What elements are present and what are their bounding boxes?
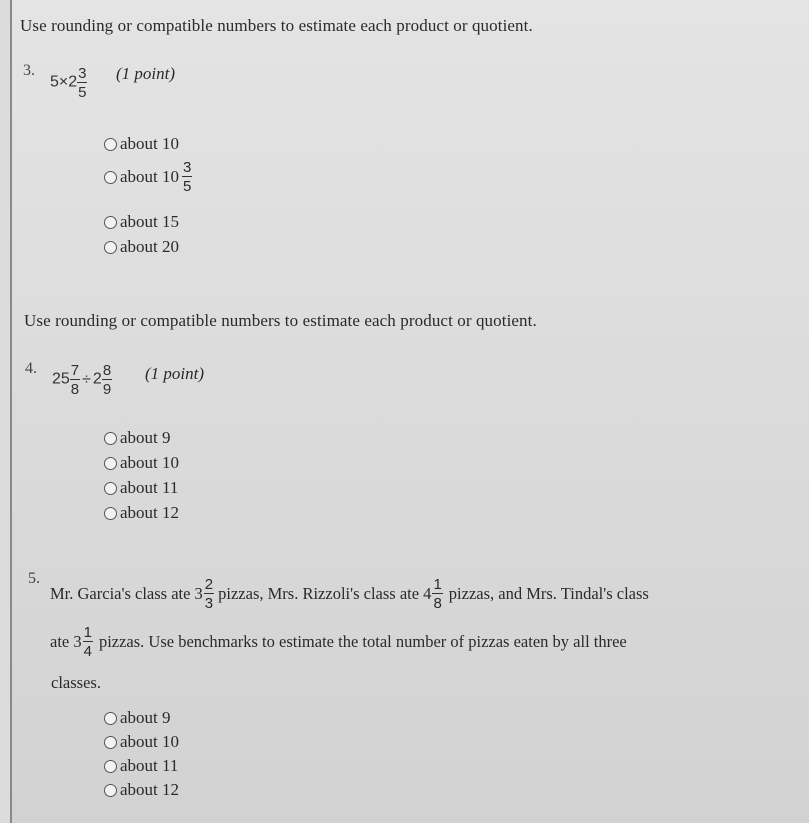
q4-expression: 25 $\frac{7}{8}$ ÷ 2 $\frac{8}{9}$ [52, 362, 112, 398]
radio-button[interactable] [104, 507, 117, 520]
q5-fraction-3: $\frac{1}{4}$ [83, 624, 92, 660]
q5-option-3[interactable]: about 11 [104, 756, 178, 776]
q3-instruction: Use rounding or compatible numbers to estimate each product or quotient. [20, 16, 533, 35]
radio-button[interactable] [104, 138, 117, 151]
q5-number: 5. [28, 570, 40, 587]
q4-points: (1 point) [145, 364, 205, 383]
divide-sign: ÷ [82, 370, 91, 388]
q4-option-4[interactable]: about 12 [104, 503, 179, 523]
radio-button[interactable] [104, 760, 117, 773]
q4-option-2[interactable]: about 10 [104, 453, 179, 473]
q3-expr-fraction: $\frac{3}{5}$ [78, 65, 87, 101]
q4-number: 4. [25, 360, 37, 377]
q3-option-1[interactable]: about 10 [104, 134, 179, 154]
q5-option-4[interactable]: about 12 [104, 780, 179, 800]
q5-fraction-1: $\frac{2}{3}$ [204, 576, 214, 612]
radio-button[interactable] [104, 457, 117, 470]
q4-option-1[interactable]: about 9 [104, 428, 171, 448]
radio-button[interactable] [104, 784, 117, 797]
q4-option-3[interactable]: about 11 [104, 478, 178, 498]
q5-option-2[interactable]: about 10 [104, 732, 179, 752]
q3-option-2-fraction: $\frac{3}{5}$ [183, 159, 192, 195]
radio-button[interactable] [104, 432, 117, 445]
q3-option-4[interactable]: about 20 [104, 237, 179, 257]
q3-number: 3. [23, 62, 35, 79]
radio-button[interactable] [104, 736, 117, 749]
q3-points: (1 point) [116, 64, 176, 83]
q3-option-3[interactable]: about 15 [104, 212, 179, 232]
q5-line-3: classes. [51, 673, 101, 692]
worksheet-page [10, 0, 809, 823]
q3-expression [50, 66, 87, 100]
radio-button[interactable] [104, 216, 117, 229]
q5-line-2: ate 3 $\frac{1}{4}$ pizzas. Use benchmarks to estimate the total number of pizzas eaten by all three [50, 624, 627, 660]
q5-option-1[interactable]: about 9 [104, 708, 171, 728]
radio-button[interactable] [104, 712, 117, 725]
radio-button[interactable] [104, 241, 117, 254]
q4-fraction-a: $\frac{7}{8}$ [70, 362, 80, 398]
q4-fraction-b: $\frac{8}{9}$ [102, 362, 112, 398]
q4-instruction: Use rounding or compatible numbers to estimate each product or quotient. [24, 311, 537, 330]
radio-button[interactable] [104, 171, 117, 184]
q3-option-2[interactable]: about 10 $\frac{3}{5}$ [104, 160, 192, 194]
q5-line-1: Mr. Garcia's class ate 3 $\frac{2}{3}$ pizzas, Mrs. Rizzoli's class ate 4 $\frac{1}{8}$ pizzas, and Mrs. Tindal's class [50, 576, 649, 612]
radio-button[interactable] [104, 482, 117, 495]
q5-fraction-2: $\frac{1}{8}$ [433, 576, 442, 612]
q3-expr-whole: 5×2 [50, 73, 78, 91]
